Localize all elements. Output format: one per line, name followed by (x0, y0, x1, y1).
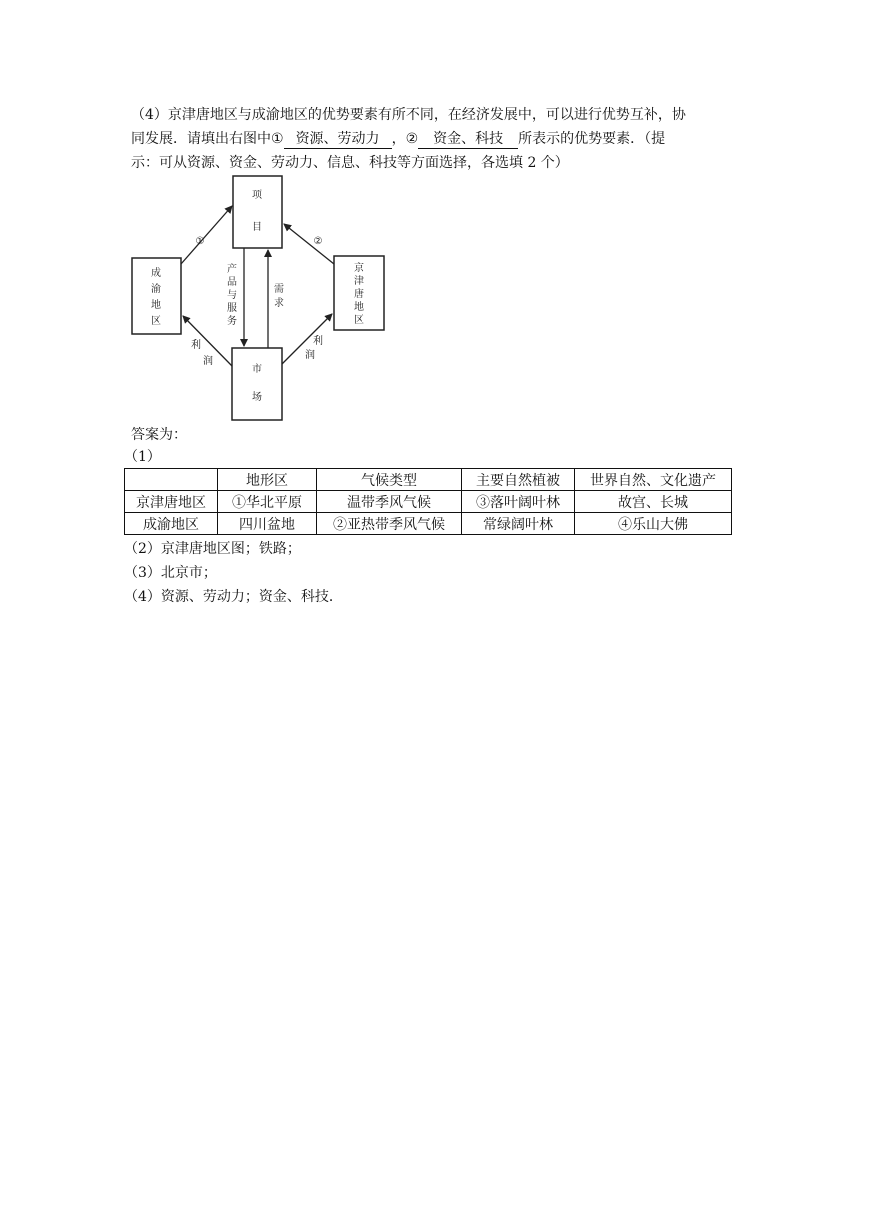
table-row (125, 491, 732, 513)
arrow-chengyu-to-project (181, 206, 232, 264)
table-cell: ④乐山大佛 (575, 513, 732, 535)
table-cell: ②亚热带季风气候 (317, 513, 462, 535)
question-line-2-prefix: 同发展．请填出右图中 (131, 131, 271, 147)
market-char: 场 (252, 392, 262, 403)
table-row (125, 513, 732, 535)
answer-part-4: （4）资源、劳动力；资金、科技． (124, 589, 343, 605)
answer-part-3: （3）北京市； (124, 565, 217, 581)
table-header-cell: 气候类型 (317, 469, 462, 491)
table-cell: ①华北平原 (218, 491, 317, 513)
answer-blank-2: 资金、科技 (418, 130, 518, 149)
market-char: 市 (252, 364, 262, 375)
table-cell: ③落叶阔叶林 (462, 491, 575, 513)
jingjintang-char: 区 (354, 315, 364, 326)
question-line-1: （4）京津唐地区与成渝地区的优势要素有所不同，在经济发展中，可以进行优势互补，协 (131, 107, 686, 123)
jingjintang-char: 津 (354, 276, 364, 287)
profit-left-char: 润 (203, 356, 213, 367)
products-char: 品 (227, 277, 237, 288)
box-market (232, 348, 282, 420)
table-header-cell: 地形区 (218, 469, 317, 491)
project-char: 项 (252, 190, 262, 201)
chengyu-char: 渝 (151, 284, 161, 295)
question-line-2 (131, 128, 665, 150)
products-char: 服 (227, 303, 237, 314)
products-char: 与 (227, 290, 237, 301)
table-header-row (125, 469, 732, 491)
products-char: 务 (227, 316, 237, 327)
table-header-cell: 世界自然、文化遗产 (575, 469, 732, 491)
jingjintang-char: 京 (354, 263, 364, 274)
question-line-2-suffix: 所表示的优势要素．（提 (518, 131, 666, 147)
profit-left-char: 利 (191, 340, 201, 351)
table-header-cell (125, 469, 218, 491)
blank-separator: ， (391, 131, 406, 147)
label-1: ① (195, 236, 205, 247)
chengyu-char: 地 (151, 300, 161, 311)
box-project (233, 176, 282, 248)
chengyu-char: 成 (151, 268, 161, 279)
table-header-cell: 主要自然植被 (462, 469, 575, 491)
table-cell: 温带季风气候 (317, 491, 462, 513)
jingjintang-char: 唐 (354, 289, 364, 300)
blank-marker-2: ② (405, 131, 419, 147)
jingjintang-char: 地 (354, 302, 364, 313)
table-cell: 故宫、长城 (575, 491, 732, 513)
profit-right-char: 利 (313, 336, 323, 347)
answer-table (124, 468, 732, 535)
project-char: 目 (252, 222, 262, 233)
flow-diagram (128, 172, 390, 424)
products-char: 产 (227, 264, 237, 275)
blank-marker-1: ① (271, 131, 284, 147)
demand-char: 求 (274, 298, 284, 309)
arrow-jingjintang-to-project (284, 224, 334, 264)
answer-blank-1: 资源、劳动力 (284, 130, 392, 149)
table-cell: 四川盆地 (218, 513, 317, 535)
table-cell: 京津唐地区 (125, 491, 218, 513)
answer-heading: 答案为： (131, 427, 187, 443)
table-cell: 成渝地区 (125, 513, 218, 535)
answer-part-1: （1） (124, 449, 161, 465)
chengyu-char: 区 (151, 316, 161, 327)
answer-part-2: （2）京津唐地区图；铁路； (124, 541, 301, 557)
demand-char: 需 (274, 284, 284, 295)
label-2: ② (313, 236, 323, 247)
profit-right-char: 润 (305, 350, 315, 361)
table-cell: 常绿阔叶林 (462, 513, 575, 535)
question-line-3: 示：可从资源、资金、劳动力、信息、科技等方面选择，各选填 2 个） (131, 155, 569, 171)
